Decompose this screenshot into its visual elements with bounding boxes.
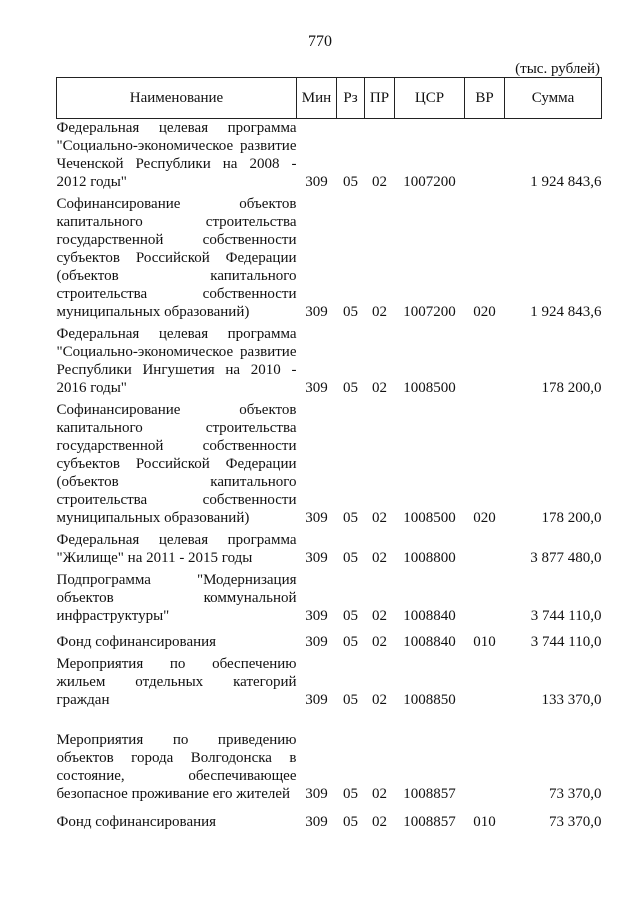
row-vr: 020: [473, 510, 496, 526]
row-rz: 05: [343, 304, 358, 320]
row-name: Федеральная целевая программа "Социально-экономическое развитие Чеченской Республики на 2008 - 2012 годы": [56, 120, 297, 190]
table-row: [57, 531, 602, 571]
budget-table: [56, 77, 602, 835]
row-csr: 1008857: [403, 814, 456, 830]
row-vr: 010: [473, 634, 496, 650]
row-rz: 05: [343, 380, 358, 396]
row-vr: [465, 655, 505, 713]
row-sum: 178 200,0: [541, 380, 602, 396]
row-rz: 05: [343, 608, 358, 624]
row-rz: 05: [343, 814, 358, 830]
row-min: 309: [305, 550, 328, 566]
row-sum: 73 370,0: [549, 814, 602, 830]
row-csr: 1008500: [403, 380, 456, 396]
table-row: [57, 325, 602, 401]
row-sum: 3 744 110,0: [530, 634, 602, 650]
header-csr: ЦСР: [395, 78, 465, 119]
row-name: Федеральная целевая программа "Жилище" на 2011 - 2015 годы: [56, 532, 297, 566]
header-name: Наименование: [57, 78, 297, 119]
row-sum: 178 200,0: [541, 510, 602, 526]
row-pr: 02: [372, 380, 387, 396]
units-label: (тыс. рублей): [515, 61, 600, 77]
table-row: [57, 629, 602, 655]
row-pr: 02: [372, 174, 387, 190]
row-name: Федеральная целевая программа "Социально-экономическое развитие Республики Ингушетия на 2010 - 2016 годы": [56, 326, 297, 396]
row-pr: 02: [372, 550, 387, 566]
row-pr: 02: [372, 608, 387, 624]
row-name: Мероприятия по приведению объектов города Волгодонска в состояние, обеспечивающее безопасное проживание его жителей: [56, 732, 297, 802]
row-sum: 1 924 843,6: [530, 174, 602, 190]
row-min: 309: [305, 174, 328, 190]
row-csr: 1008840: [403, 634, 456, 650]
table-row: [57, 195, 602, 325]
row-rz: 05: [343, 786, 358, 802]
row-min: 309: [305, 634, 328, 650]
row-vr: [465, 119, 505, 196]
row-name: Мероприятия по обеспечению жильем отдельных категорий граждан: [56, 656, 297, 708]
row-pr: 02: [372, 510, 387, 526]
row-vr: [465, 713, 505, 807]
row-name: Софинансирование объектов капитального строительства государственной собственности субъектов Российской Федерации (объектов капитального строительства собственности муниципальных образований): [56, 196, 297, 320]
page-number: 770: [308, 33, 332, 50]
table-row: [57, 713, 602, 807]
row-name: Софинансирование объектов капитального строительства государственной собственности субъектов Российской Федерации (объектов капитального строительства собственности муниципальных образований): [56, 402, 297, 526]
row-vr: [465, 571, 505, 629]
row-min: 309: [305, 786, 328, 802]
table-row: [57, 807, 602, 835]
table-header-row: [57, 78, 602, 119]
table-row: [57, 655, 602, 713]
row-rz: 05: [343, 510, 358, 526]
row-vr: [465, 531, 505, 571]
header-sum: Сумма: [505, 78, 602, 119]
row-rz: 05: [343, 550, 358, 566]
row-csr: 1007200: [403, 304, 456, 320]
row-sum: 1 924 843,6: [530, 304, 602, 320]
row-rz: 05: [343, 174, 358, 190]
row-min: 309: [305, 380, 328, 396]
row-pr: 02: [372, 692, 387, 708]
row-min: 309: [305, 814, 328, 830]
row-csr: 1008800: [403, 550, 456, 566]
table-row: [57, 401, 602, 531]
row-rz: 05: [343, 692, 358, 708]
row-sum: 3 877 480,0: [530, 550, 602, 566]
row-min: 309: [305, 692, 328, 708]
row-name: Фонд софинансирования: [56, 634, 217, 650]
row-csr: 1007200: [403, 174, 456, 190]
row-vr: 010: [473, 814, 496, 830]
row-csr: 1008857: [403, 786, 456, 802]
row-min: 309: [305, 304, 328, 320]
row-csr: 1008500: [403, 510, 456, 526]
row-name: Подпрограмма "Модернизация объектов коммунальной инфраструктуры": [56, 572, 297, 624]
row-sum: 133 370,0: [541, 692, 602, 708]
header-pr: ПР: [365, 78, 395, 119]
row-pr: 02: [372, 814, 387, 830]
row-pr: 02: [372, 786, 387, 802]
table-row: [57, 571, 602, 629]
row-csr: 1008850: [403, 692, 456, 708]
header-vr: ВР: [465, 78, 505, 119]
row-min: 309: [305, 608, 328, 624]
row-name: Фонд софинансирования: [56, 814, 217, 830]
row-rz: 05: [343, 634, 358, 650]
header-min: Мин: [297, 78, 337, 119]
row-pr: 02: [372, 634, 387, 650]
row-csr: 1008840: [403, 608, 456, 624]
row-vr: 020: [473, 304, 496, 320]
row-sum: 3 744 110,0: [530, 608, 602, 624]
table-row: [57, 119, 602, 196]
row-min: 309: [305, 510, 328, 526]
row-vr: [465, 325, 505, 401]
header-rz: Рз: [337, 78, 365, 119]
row-sum: 73 370,0: [549, 786, 602, 802]
row-pr: 02: [372, 304, 387, 320]
